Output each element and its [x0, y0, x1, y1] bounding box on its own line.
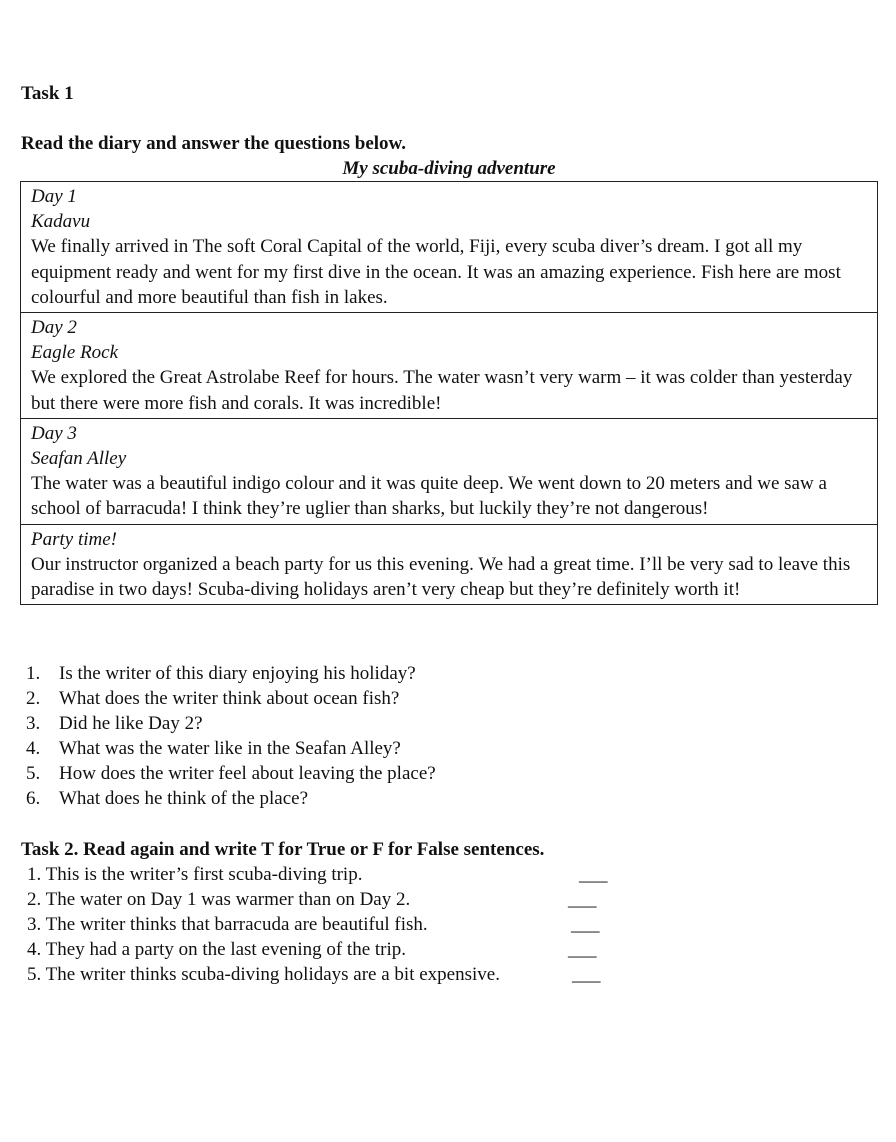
answer-blank[interactable]: ___: [571, 914, 600, 935]
diary-entry-day-2: [21, 313, 877, 419]
entry-text: We finally arrived in The soft Coral Capital of the world, Fiji, every scuba diver’s dream. I got all my equipment ready and went for my first dive in the ocean. It was an amazing experience. Fish here are most colourful and more beautiful than fish in lakes.: [31, 236, 841, 308]
question-number: 5.: [26, 763, 41, 784]
entry-day: Party time!: [31, 528, 118, 550]
statement-text: 2. The water on Day 1 was warmer than on Day 2.: [27, 889, 411, 910]
question-number: 6.: [26, 788, 41, 809]
question-number: 2.: [26, 688, 41, 709]
diary-title: My scuba-diving adventure: [342, 158, 556, 179]
question-item: [26, 711, 436, 736]
question-text: What does the writer think about ocean fish?: [59, 688, 400, 709]
task1-instruction: Read the diary and answer the questions below.: [21, 133, 406, 154]
diary-entry-day-3: [21, 419, 877, 525]
answer-blank[interactable]: ___: [572, 964, 601, 985]
question-item: [26, 761, 436, 786]
question-item: [26, 686, 436, 711]
entry-place: Kadavu: [31, 211, 91, 233]
statement-text: 5. The writer thinks scuba-diving holidays are a bit expensive.: [27, 964, 500, 985]
true-false-item: [27, 937, 597, 962]
question-number: 4.: [26, 738, 41, 759]
answer-blank[interactable]: ___: [568, 889, 597, 910]
diary-entry-party-time: [21, 525, 877, 605]
statement-text: 1. This is the writer’s first scuba-diving trip.: [27, 864, 363, 885]
diary-entry-day-1: [21, 182, 877, 313]
entry-day: Day 1: [31, 186, 77, 207]
question-number: 3.: [26, 713, 41, 734]
entry-day: Day 2: [31, 317, 77, 339]
answer-blank[interactable]: ___: [568, 939, 597, 960]
question-text: How does the writer feel about leaving the place?: [59, 763, 436, 784]
task1-heading: Task 1: [21, 83, 74, 104]
true-false-item: [27, 962, 601, 987]
statement-text: 3. The writer thinks that barracuda are beautiful fish.: [27, 914, 428, 935]
entry-place: Eagle Rock: [31, 342, 119, 364]
answer-blank[interactable]: ___: [579, 864, 608, 885]
entry-text: We explored the Great Astrolabe Reef for hours. The water wasn’t very warm – it was colder than yesterday but there were more fish and corals. It was incredible!: [31, 367, 853, 414]
true-false-item: [27, 862, 608, 887]
question-text: Did he like Day 2?: [59, 713, 203, 734]
entry-day: Day 3: [31, 422, 77, 444]
question-item: [26, 661, 436, 686]
statement-text: 4. They had a party on the last evening of the trip.: [27, 939, 407, 960]
entry-text: The water was a beautiful indigo colour and it was quite deep. We went down to 20 meters and we saw a school of barracuda! I think they’re uglier than sharks, but luckily they’re not dangerous!: [31, 473, 827, 520]
true-false-item: [27, 912, 600, 937]
question-item: [26, 786, 436, 811]
task2-heading: Task 2. Read again and write T for True or F for False sentences.: [21, 839, 545, 860]
true-false-item: [27, 887, 597, 912]
true-false-list: [27, 862, 608, 987]
question-text: What does he think of the place?: [59, 788, 309, 809]
entry-place: Seafan Alley: [31, 448, 127, 470]
question-list: [26, 661, 436, 811]
diary-table: [20, 181, 878, 605]
question-text: Is the writer of this diary enjoying his holiday?: [59, 663, 416, 684]
question-text: What was the water like in the Seafan Alley?: [59, 738, 401, 759]
question-number: 1.: [26, 663, 41, 684]
question-item: [26, 736, 436, 761]
entry-text: Our instructor organized a beach party for us this evening. We had a great time. I’ll be very sad to leave this paradise in two days! Scuba-diving holidays aren’t very cheap but they’re definitely worth it!: [31, 553, 851, 601]
